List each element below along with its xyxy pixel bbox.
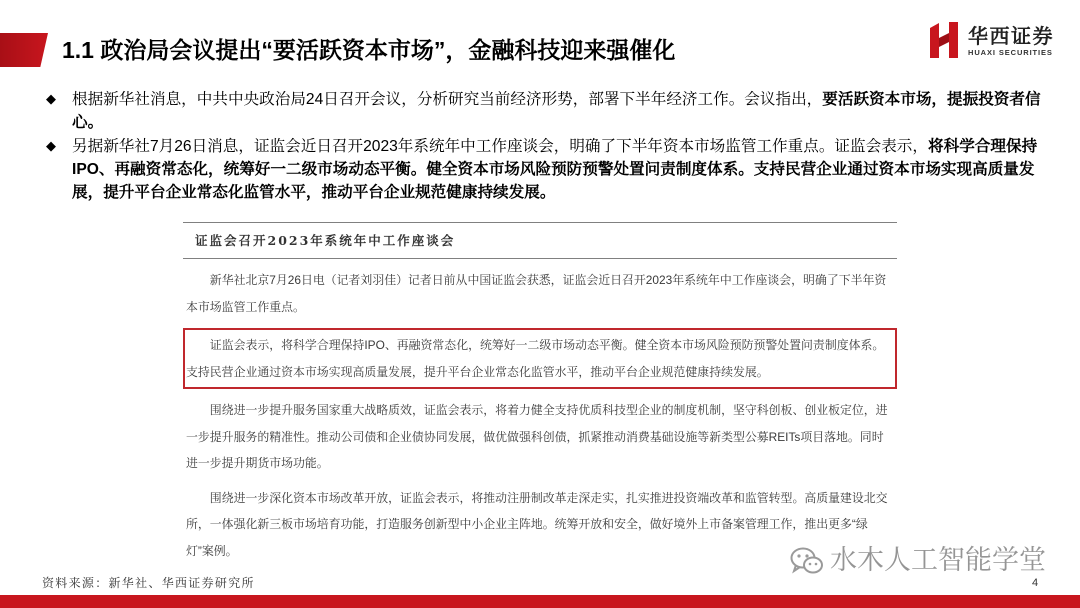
- logo-name-en: HUAXI SECURITIES: [968, 48, 1053, 57]
- bullet-bold-text: 要活跃资本市场，提振投资者信心。: [72, 91, 1041, 131]
- bullet-plain-text: 根据新华社消息，中共中央政治局24日召开会议，分析研究当前经济形势，部署下半年经济工作。会议指出，: [72, 91, 823, 108]
- bullet-plain-text: 另据新华社7月26日消息，证监会近日召开2023年系统年中工作座谈会，明确了下半年资本市场监管工作重点。证监会表示，: [72, 138, 928, 155]
- title-accent-shape: [0, 33, 48, 67]
- page-number: 4: [1032, 577, 1039, 589]
- news-article-excerpt: [183, 222, 897, 564]
- bullet-text: [72, 88, 1062, 134]
- article-paragraph: 新华社北京7月26日电（记者刘羽佳）记者日前从中国证监会获悉，证监会近日召开2023年系统年中工作座谈会，明确了下半年资本市场监管工作重点。: [186, 273, 887, 314]
- bullet-item: [40, 88, 1062, 134]
- watermark-text: 水木人工智能学堂: [830, 545, 1046, 576]
- bullet-item: [40, 135, 1062, 204]
- bullet-bold-text: 将科学合理保持IPO、再融资常态化，统筹好一二级市场动态平衡。健全资本市场风险预防预警处置问责制度体系。支持民营企业通过资本市场实现高质量发展，提升平台企业常态化监管水平，推动平台企业规范健康持续发展。: [72, 138, 1038, 201]
- article-header: [183, 222, 897, 259]
- bullet-list: [40, 88, 1062, 205]
- bullet-text: [72, 135, 1062, 204]
- diamond-bullet-icon: ◆: [46, 92, 56, 107]
- source-note: 资料来源：新华社、华西证券研究所: [42, 576, 255, 590]
- article-paragraph: 围绕进一步深化资本市场改革开放，证监会表示，将推动注册制改革走深走实，扎实推进投资端改革和监管转型。高质量建设北交所，一体强化新三板市场培育功能，打造服务创新型中小企业主阵地。统筹开放和安全，做好境外上市备案管理工作，推出更多“绿灯”案例。: [186, 490, 888, 558]
- page-title: 1.1 政治局会议提出“要活跃资本市场”，金融科技迎来强催化: [62, 37, 676, 63]
- article-paragraph: 证监会表示，将科学合理保持IPO、再融资常态化，统筹好一二级市场动态平衡。健全资本市场风险预防预警处置问责制度体系。支持民营企业通过资本市场实现高质量发展，提升平台企业常态化监管水平，推动平台企业规范健康持续发展。: [183, 328, 897, 389]
- company-logo: [928, 18, 1063, 62]
- article-paragraph: 围绕进一步提升服务国家重大战略质效，证监会表示，将着力健全支持优质科技型企业的制度机制，坚守科创板、创业板定位，进一步提升服务的精准性。推动公司债和企业债协同发展，做优做强科创债，抓紧推动消费基础设施等新类型公募REITs项目落地。同时进一步提升期货市场功能。: [186, 403, 888, 470]
- huaxi-logo-icon: [928, 21, 960, 59]
- footer-accent-bar: [0, 595, 1080, 608]
- diamond-bullet-icon: ◆: [46, 139, 56, 154]
- article-title: 证监会召开2023年系统年中工作座谈会: [195, 233, 456, 248]
- logo-name-cn: 华西证券: [968, 24, 1054, 48]
